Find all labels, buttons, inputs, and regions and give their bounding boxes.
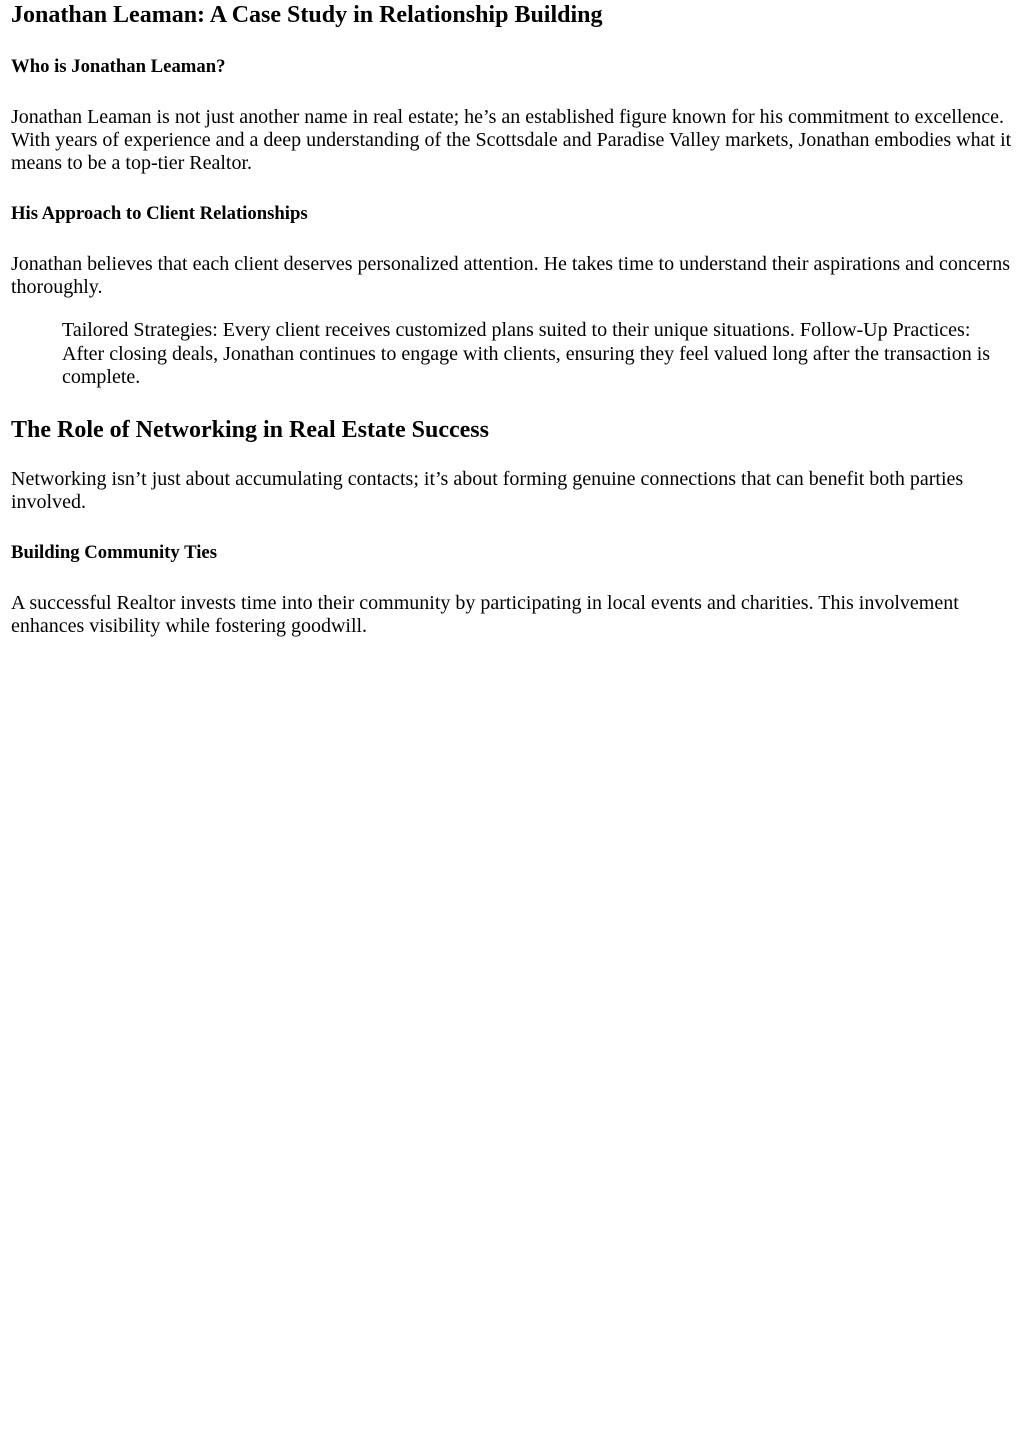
section-paragraph-approach: Jonathan believes that each client deserves personalized attention. He takes time to understand their aspirations and concerns thoroughly. xyxy=(11,253,1011,298)
approach-quote: Tailored Strategies: Every client receives customized plans suited to their unique situations. Follow-Up Practices: After closing deals, Jonathan continues to engage with clients, ensuring they feel valued long after the transaction is complete. xyxy=(62,319,991,388)
section-heading-who: Who is Jonathan Leaman? xyxy=(11,56,226,77)
networking-heading: The Role of Networking in Real Estate Success xyxy=(11,416,489,443)
networking-paragraph: Networking isn’t just about accumulating contacts; it’s about forming genuine connections that can benefit both parties involved. xyxy=(11,467,964,513)
section-heading-approach: His Approach to Client Relationships xyxy=(11,203,308,224)
community-heading: Building Community Ties xyxy=(11,541,217,563)
article xyxy=(0,0,1024,638)
article-title: Jonathan Leaman: A Case Study in Relationship Building xyxy=(11,2,603,28)
section-paragraph-who: Jonathan Leaman is not just another name in real estate; he’s an established figure known for his commitment to excellence. With years of experience and a deep understanding of the Scottsdale and Paradise Valley markets, Jonathan embodies what it means to be a top-tier Realtor. xyxy=(11,106,1012,174)
community-paragraph: A successful Realtor invests time into their community by participating in local events and charities. This involvement enhances visibility while fostering goodwill. xyxy=(11,591,959,637)
